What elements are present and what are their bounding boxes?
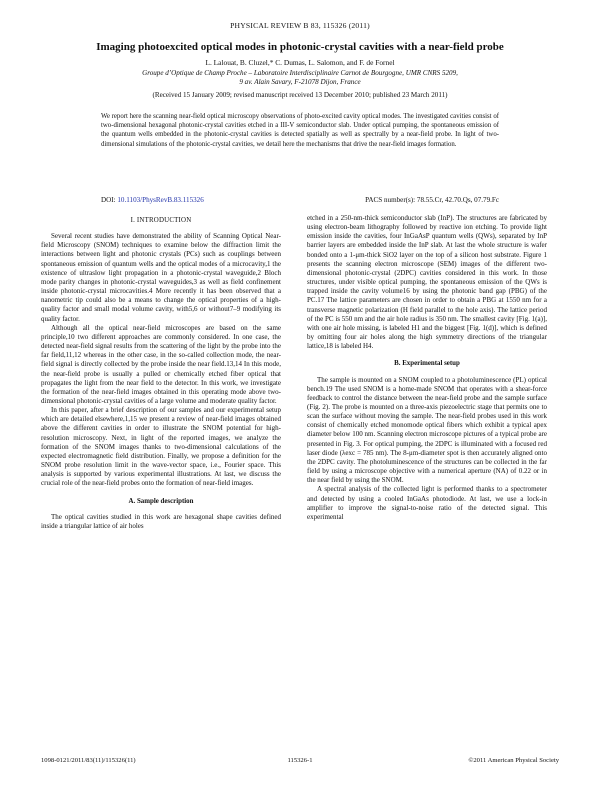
section-title-introduction: I. INTRODUCTION <box>130 217 192 224</box>
setup-paragraph-1: The sample is mounted on a SNOM coupled to a photoluminescence (PL) optical bench.19 The used SNOM is a home-made SNOM that operates with a shear-force feedback to control the distance between the near-field probe and the sample surface (Fig. 2). The probe is mounted on a three-axis piezoelectric stage that permits one to scan the surface without moving the sample. The near-field probes used in this work consist of chemically etched monomode optical fibers which exhibit a typical apex diameter below 100 nm. Scanning electron microscope pictures of a typical probe are presented in Fig. 3. For optical pumping, the 2DPC is illuminated with a focused red laser diode (λexc = 785 nm). The 8-μm-diameter spot is then accurately aligned onto the 2DPC cavity. The photoluminescence of the structures can be collected in the far field by using a microscope objective with a numerical aperture (NA) of 0.22 or in the near field by using the SNOM. <box>307 375 547 485</box>
paper-title: Imaging photoexcited optical modes in photonic-crystal cavities with a near-field probe <box>96 41 504 53</box>
setup-paragraph-2: A spectral analysis of the collected light is performed thanks to a spectrometer and detected by using a cooled InGaAs photodiode. At last, we use a lock-in amplifier to improve the signal-to-noise ratio of the detected signal. This experimental <box>307 485 547 521</box>
intro-paragraph-2: Although all the optical near-field microscopes are based on the same principle,10 two different approaches are commonly considered. In one case, the detected near-field signal results from the scattering of the light by the probe into the far field,11,12 whereas in the other case, in the so-called collection mode, the near-field signal is directly collected by the probe inside the near field.13,14 In this mode, the near-field probe is usually a pulled or chemically etched fiber optical that propagates the light from the near field to the detector. In this work, we investigate the formation of the near-field images obtained in this operating mode above two-dimensional photonic-crystal cavities of a large volume and moderate quality factor. <box>41 323 281 405</box>
doi-link[interactable]: 10.1103/PhysRevB.83.115326 <box>117 196 204 204</box>
pacs-numbers: PACS number(s): 78.55.Cr, 42.70.Qs, 07.79.Fc <box>365 196 499 204</box>
doi-label: DOI: <box>101 196 116 204</box>
left-column <box>41 214 281 531</box>
received-dates: (Received 15 January 2009; revised manuscript received 13 December 2010; published 23 March 2011) <box>152 91 448 99</box>
sample-paragraph-1: The optical cavities studied in this work are hexagonal shape cavities defined inside a triangular lattice of air holes <box>41 512 281 530</box>
footer-issn: 1098-0121/2011/83(11)/115326(11) <box>41 757 136 764</box>
affiliation-line-2: 9 av. Alain Savary, F-21078 Dijon, France <box>239 78 361 86</box>
intro-paragraph-1: Several recent studies have demonstrated the ability of Scanning Optical Near-field Microscopy (SNOM) techniques to examine below the diffraction limit the interactions between light and photonic crystals (PCs) such as couplings between spontaneous emission of quantum wells and the optical modes of a microcavity,1 the existence of ultraslow light propagation in a photonic-crystal waveguide,2 Bloch mode parity changes in photonic-crystal waveguides,3 as well as field confinement inside photonic-crystal microcavities.4 More recently it has been observed that a nanometric tip could also be a means to change the optical properties of a high-quality factor and small modal volume cavity, with5,6 or without7–9 modifying its quality factor. <box>41 232 281 323</box>
footer-copyright: ©2011 American Physical Society <box>468 757 559 764</box>
right-column <box>307 214 547 522</box>
intro-paragraph-3: In this paper, after a brief description of our samples and our experimental setup which are detailed elsewhere,1,15 we present a review of near-field images obtained above the different cavities in order to illustrate the SNOM potential for high-resolution microscopy. Next, in light of the reported images, we analyze the formation of the SNOM images thanks to two-dimensional calculations of the expected electromagnetic field distribution. Finally, we propose a definition for the SNOM probe resolution limit in the wave-vector space, i.e., Fourier space. This analysis is supported by various experimental illustrations. At last, we discuss the crucial role of the near-field probes onto the formation of near-field images. <box>41 406 281 488</box>
sample-paragraph-continued: etched in a 250-nm-thick semiconductor slab (InP). The structures are fabricated by using electron-beam lithography followed by reactive ion etching. To provide light emission inside the cavities, four InGaAsP quantum wells (QWs), separated by InP barrier layers are embedded inside the InP slab. At last the whole structure is wafer bonded onto a 1-μm-thick SiO2 layer on the top of a silicon host substrate. Figure 1 presents the scanning electron microscope (SEM) images of the different two-dimensional photonic-crystal (2DPC) cavities considered in this work. In those structures, under visible optical pumping, the spontaneous emission of the QWs is trapped inside the cavity volume16 by using the photonic band gap (PBG) of the PC.17 The lattice parameters are chosen in order to obtain a PBG at 1550 nm for a transverse magnetic polarization (H field parallel to the hole axis). The lattice period of the PC is 550 nm and the air hole radius is 350 nm. The smallest cavity [Fig. 1(a)], with one air hole missing, is labeled H1 and the biggest [Fig. 1(d)], which is defined by omitting four air holes along the high symmetry directions of the triangular lattice,18 is labeled H4. <box>307 214 547 351</box>
footer-page-number: 115326-1 <box>287 757 313 764</box>
abstract: We report here the scanning near-field optical microscopy observations of photo-excited cavity optical modes. The investigated cavities consist of two-dimensional hexagonal photonic-crystal cavities etched in a III-V semiconductor slab. Under optical pumping, the spontaneous emission of the quantum wells embedded in the photonic-crystal cavities is detected spatially as well as spectrally by a near-field probe. In light of two-dimensional simulations of the photonic-crystal cavities, we detail here the mechanisms that drive the near-field images formation. <box>101 113 499 148</box>
author-list: L. Lalouat, B. Cluzel,* C. Dumas, L. Salomon, and F. de Fornel <box>205 58 395 67</box>
affiliation <box>40 69 560 87</box>
affiliation-line-1: Groupe d’Optique de Champ Proche – Laboratoire Interdisciplinaire Carnot de Bourgogne, UMR CNRS 5209, <box>142 69 458 77</box>
subsection-title-sample: A. Sample description <box>128 497 194 505</box>
doi-line <box>101 196 204 204</box>
subsection-title-setup: B. Experimental setup <box>394 360 460 368</box>
journal-header: PHYSICAL REVIEW B 83, 115326 (2011) <box>230 21 370 30</box>
